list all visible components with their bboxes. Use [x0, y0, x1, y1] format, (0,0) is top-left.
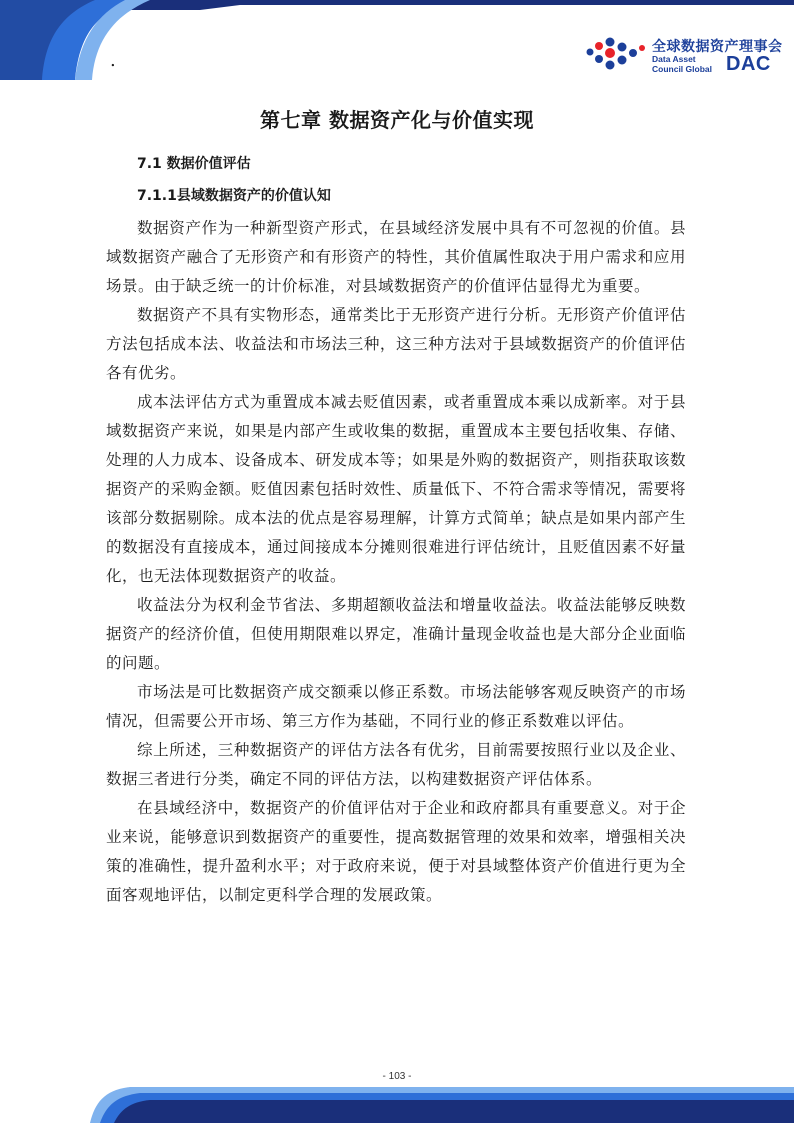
header-marker: . — [110, 50, 116, 71]
paragraph: 市场法是可比数据资产成交额乘以修正系数。市场法能够客观反映资产的市场情况，但需要公开市场、第三方作为基础，不同行业的修正系数难以评估。 — [106, 683, 686, 730]
logo-mark-text: DAC — [726, 53, 771, 75]
paragraph: 在县域经济中，数据资产的价值评估对于企业和政府都具有重要意义。对于企业来说，能够意识到数据资产的重要性，提高数据管理的效果和效率，增强相关决策的准确性，提升盈利水平；对于政府来说，便于对县域整体资产价值进行更为全面客观地评估，以制定更科学合理的发展政策。 — [106, 799, 686, 904]
paragraph: 数据资产作为一种新型资产形式，在县域经济发展中具有不可忽视的价值。县域数据资产融合了无形资产和有形资产的特性，其价值属性取决于用户需求和应用场景。由于缺乏统一的计价标准，对县域数据资产的价值评估显得尤为重要。 — [106, 219, 686, 295]
logo-org-name-en: Data Asset Council Global — [652, 54, 712, 74]
body-text — [106, 214, 686, 910]
section-heading: 7.1 数据价值评估 — [137, 156, 251, 172]
chapter-title: 第七章 数据资产化与价值实现 — [260, 108, 534, 132]
logo-org-name-cn: 全球数据资产理事会 — [652, 39, 783, 55]
paragraph: 综上所述，三种数据资产的评估方法各有优劣，目前需要按照行业以及企业、数据三者进行分类，确定不同的评估方法，以构建数据资产评估体系。 — [106, 741, 686, 788]
dac-logo — [584, 34, 784, 78]
paragraph: 数据资产不具有实物形态，通常类比于无形资产进行分析。无形资产价值评估方法包括成本法、收益法和市场法三种，这三种方法对于县域数据资产的价值评估各有优劣。 — [106, 306, 686, 382]
subsection-heading: 7.1.1县域数据资产的价值认知 — [137, 188, 331, 204]
paragraph: 成本法评估方式为重置成本减去贬值因素，或者重置成本乘以成新率。对于县域数据资产来说，如果是内部产生或收集的数据，重置成本主要包括收集、存储、处理的人力成本、设备成本、研发成本等；如果是外购的数据资产，则指获取该数据资产的采购金额。贬值因素包括时效性、质量低下、不符合需求等情况，需要将该部分数据剔除。成本法的优点是容易理解，计算方式简单；缺点是如果内部产生的数据没有直接成本，通过间接成本分摊则很难进行评估统计，且贬值因素不好量化，也无法体现数据资产的收益。 — [106, 393, 686, 585]
paragraph: 收益法分为权利金节省法、多期超额收益法和增量收益法。收益法能够反映数据资产的经济价值，但使用期限难以界定，准确计量现金收益也是大部分企业面临的问题。 — [106, 596, 686, 672]
dac-dots-logo-icon — [584, 34, 648, 78]
page-number: - 103 - — [382, 1071, 412, 1082]
footer-decoration — [0, 1082, 794, 1123]
